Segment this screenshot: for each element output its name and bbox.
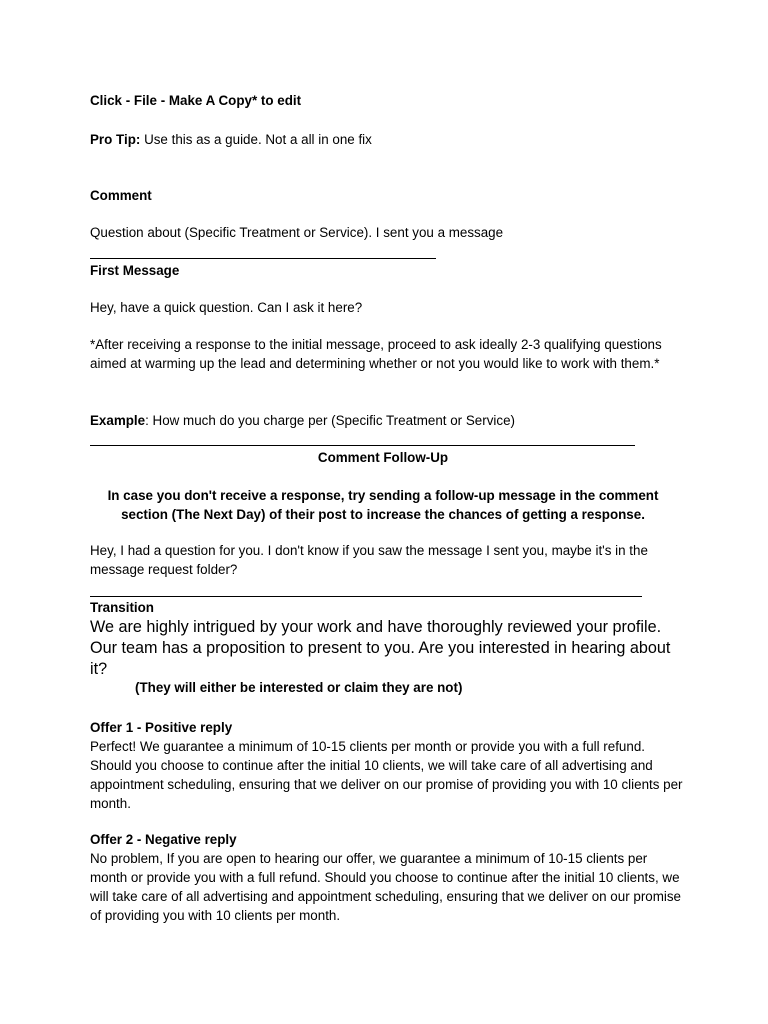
divider [90,258,436,259]
transition-heading: Transition [90,600,154,615]
divider [90,445,635,446]
first-message-heading: First Message [90,263,180,278]
copy-instruction: Click - File - Make A Copy* to edit [90,93,302,108]
comment-follow-up-text: Hey, I had a question for you. I don't know if you saw the message I sent you, maybe it's in the message request folder? [90,543,648,577]
offer1-heading: Offer 1 - Positive reply [90,720,233,735]
comment-follow-up-instruction: In case you don't receive a response, try sending a follow-up message in the comment section (The Next Day) of their post to increase the chances of getting a response. [107,488,659,522]
transition-text: We are highly intrigued by your work and have thoroughly reviewed your profile. Our team has a proposition to present to you. Are you interested in hearing about it? [90,618,671,678]
offer2-text: No problem, If you are open to hearing our offer, we guarantee a minimum of 10-15 clients per month or provide you with a full refund. Should you choose to continue after the initial 10 clients, we will take care of all advertising and appointment scheduling, ensuring that we deliver on our promise of providing you with 10 clients per month. [90,851,682,923]
comment-heading: Comment [90,188,152,203]
divider [90,596,642,597]
comment-text: Question about (Specific Treatment or Service). I sent you a message [90,225,504,240]
example-label: Example [90,413,146,428]
first-message-note: *After receiving a response to the initial message, proceed to ask ideally 2-3 qualifying questions aimed at warming up the lead and determining whether or not you would like to work with them.* [90,337,662,371]
pro-tip [90,130,372,149]
pro-tip-text: Use this as a guide. Not a all in one fix [140,132,372,147]
comment-follow-up-heading: Comment Follow-Up [317,450,449,465]
transition-note: (They will either be interested or claim they are not) [135,680,463,695]
example-line [90,411,515,430]
offer2-heading: Offer 2 - Negative reply [90,832,237,847]
first-message-text: Hey, have a quick question. Can I ask it here? [90,300,363,315]
pro-tip-label: Pro Tip: [90,132,141,147]
example-text: : How much do you charge per (Specific Treatment or Service) [145,413,515,428]
offer1-text: Perfect! We guarantee a minimum of 10-15 clients per month or provide you with a full refund. Should you choose to continue after the initial 10 clients, we will take care of all advertising and appointment scheduling, ensuring that we deliver on our promise of providing you with 10 clients per month. [90,739,683,811]
